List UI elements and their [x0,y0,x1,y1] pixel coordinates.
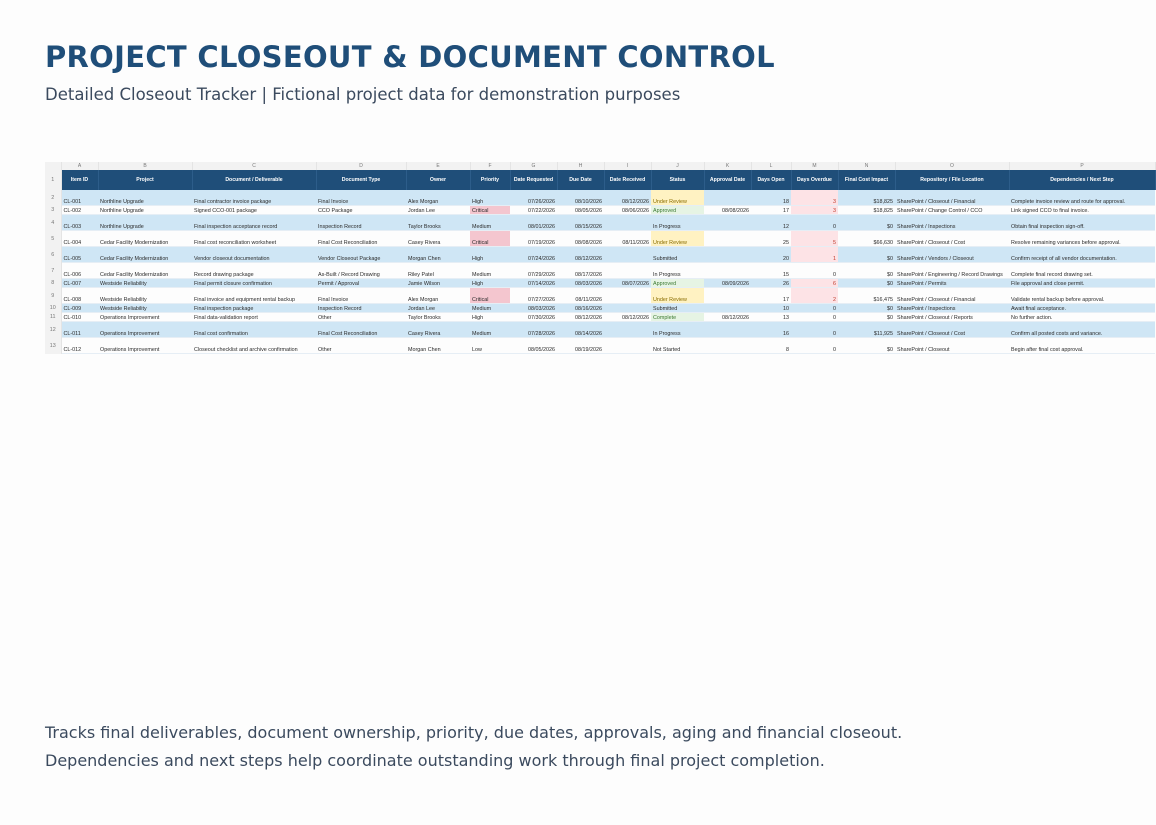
cell-next[interactable]: Await final acceptance. [1009,304,1155,313]
cell-next[interactable]: Confirm all posted costs and variance. [1009,322,1155,338]
cell-id[interactable]: CL-007 [61,279,98,288]
cell-received[interactable] [604,322,651,338]
cell-doc[interactable]: Record drawing package [192,263,316,279]
cell-approval[interactable]: 08/09/2026 [704,279,751,288]
column-header[interactable]: Date Requested [510,170,557,190]
cell-received[interactable] [604,304,651,313]
cell-received[interactable]: 08/12/2026 [604,313,651,322]
cell-doc[interactable]: Final cost confirmation [192,322,316,338]
cell-owner[interactable]: Jamie Wilson [406,279,470,288]
select-all-corner[interactable] [45,162,61,170]
table-row [45,190,1155,206]
cell-requested[interactable]: 07/19/2026 [510,231,557,247]
cell-due[interactable]: 08/12/2026 [557,313,604,322]
cell-due[interactable]: 08/10/2026 [557,190,604,206]
cell-priority[interactable]: Medium [470,322,510,338]
cell-received[interactable]: 08/11/2026 [604,231,651,247]
cell-due[interactable]: 08/17/2026 [557,263,604,279]
column-header[interactable]: Document Type [316,170,406,190]
column-letter-o[interactable]: O [895,162,1009,170]
cell-priority[interactable]: Medium [470,263,510,279]
cell-project[interactable]: Cedar Facility Modernization [98,231,192,247]
cell-id[interactable]: CL-006 [61,263,98,279]
cell-cost[interactable]: $18,825 [838,190,895,206]
cell-open[interactable]: 16 [751,322,791,338]
cell-overdue[interactable]: 0 [791,322,838,338]
cell-type[interactable]: Inspection Record [316,304,406,313]
column-header[interactable]: Approval Date [704,170,751,190]
table-row [45,206,1155,215]
cell-approval[interactable] [704,190,751,206]
cell-requested[interactable]: 07/30/2026 [510,313,557,322]
cell-status[interactable]: In Progress [651,215,704,231]
cell-approval[interactable]: 08/08/2026 [704,206,751,215]
cell-cost[interactable]: $0 [838,304,895,313]
cell-status[interactable]: Under Review [651,190,704,206]
cell-project[interactable]: Northline Upgrade [98,190,192,206]
cell-cost[interactable]: $0 [838,313,895,322]
cell-project[interactable]: Operations Improvement [98,322,192,338]
cell-id[interactable]: CL-005 [61,247,98,263]
cell-id[interactable]: CL-003 [61,215,98,231]
cell-repo[interactable]: SharePoint / Closeout [895,338,1009,354]
cell-priority[interactable]: High [470,247,510,263]
cell-id[interactable]: CL-008 [61,288,98,304]
cell-status[interactable]: Submitted [651,304,704,313]
cell-requested[interactable]: 08/05/2026 [510,338,557,354]
row-number[interactable]: 4 [45,215,61,231]
cell-requested[interactable]: 07/26/2026 [510,190,557,206]
cell-cost[interactable]: $16,475 [838,288,895,304]
cell-repo[interactable]: SharePoint / Change Control / CCO [895,206,1009,215]
cell-received[interactable]: 08/06/2026 [604,206,651,215]
cell-next[interactable]: Obtain final inspection sign-off. [1009,215,1155,231]
cell-open[interactable]: 12 [751,215,791,231]
table-row [45,322,1155,338]
cell-due[interactable]: 08/08/2026 [557,231,604,247]
cell-due[interactable]: 08/14/2026 [557,322,604,338]
cell-open[interactable]: 8 [751,338,791,354]
cell-doc[interactable]: Final invoice and equipment rental backup [192,288,316,304]
cell-overdue[interactable]: 3 [791,190,838,206]
column-letter-f[interactable]: F [470,162,510,170]
row-number[interactable]: 7 [45,263,61,279]
footer-line-1: Tracks final deliverables, document ownership, priority, due dates, approvals, aging and financial closeout. [45,723,903,742]
cell-approval[interactable] [704,304,751,313]
cell-project[interactable]: Westside Reliability [98,279,192,288]
cell-approval[interactable] [704,288,751,304]
cell-id[interactable]: CL-009 [61,304,98,313]
column-header[interactable]: Date Received [604,170,651,190]
cell-owner[interactable]: Casey Rivera [406,231,470,247]
cell-project[interactable]: Northline Upgrade [98,206,192,215]
cell-open[interactable]: 17 [751,288,791,304]
cell-approval[interactable] [704,247,751,263]
cell-approval[interactable] [704,338,751,354]
cell-project[interactable]: Cedar Facility Modernization [98,263,192,279]
cell-approval[interactable] [704,231,751,247]
cell-repo[interactable]: SharePoint / Closeout / Cost [895,322,1009,338]
header-row [45,170,1155,190]
cell-repo[interactable]: SharePoint / Permits [895,279,1009,288]
column-header[interactable]: Dependencies / Next Step [1009,170,1155,190]
cell-next[interactable]: Begin after final cost approval. [1009,338,1155,354]
cell-overdue[interactable]: 0 [791,263,838,279]
cell-owner[interactable]: Alex Morgan [406,288,470,304]
table-row [45,288,1155,304]
cell-overdue[interactable]: 0 [791,304,838,313]
cell-due[interactable]: 08/15/2026 [557,215,604,231]
cell-overdue[interactable]: 1 [791,247,838,263]
column-letter-row [45,162,1155,170]
cell-requested[interactable]: 07/29/2026 [510,263,557,279]
cell-type[interactable]: Final Cost Reconciliation [316,322,406,338]
cell-type[interactable]: CCO Package [316,206,406,215]
cell-open[interactable]: 25 [751,231,791,247]
cell-requested[interactable]: 07/27/2026 [510,288,557,304]
column-letter-i[interactable]: I [604,162,651,170]
cell-doc[interactable]: Final contractor invoice package [192,190,316,206]
cell-priority[interactable]: High [470,190,510,206]
row-number[interactable]: 11 [45,313,61,322]
cell-cost[interactable]: $0 [838,247,895,263]
cell-project[interactable]: Westside Reliability [98,288,192,304]
column-letter-n[interactable]: N [838,162,895,170]
cell-next[interactable]: File approval and close permit. [1009,279,1155,288]
cell-next[interactable]: Complete invoice review and route for approval. [1009,190,1155,206]
cell-owner[interactable]: Morgan Chen [406,247,470,263]
page-title: PROJECT CLOSEOUT & DOCUMENT CONTROL [45,40,775,74]
table-row [45,215,1155,231]
column-header[interactable]: Days Overdue [791,170,838,190]
cell-project[interactable]: Operations Improvement [98,338,192,354]
cell-next[interactable]: No further action. [1009,313,1155,322]
cell-approval[interactable] [704,322,751,338]
cell-doc[interactable]: Final inspection acceptance record [192,215,316,231]
cell-status[interactable]: Complete [651,313,704,322]
cell-cost[interactable]: $0 [838,215,895,231]
cell-overdue[interactable]: 0 [791,313,838,322]
column-letter-m[interactable]: M [791,162,838,170]
table-row [45,313,1155,322]
cell-priority[interactable]: Medium [470,304,510,313]
column-header[interactable]: Days Open [751,170,791,190]
cell-owner[interactable]: Casey Rivera [406,322,470,338]
row-number[interactable]: 10 [45,304,61,313]
cell-next[interactable]: Link signed CCO to final invoice. [1009,206,1155,215]
cell-owner[interactable]: Taylor Brooks [406,313,470,322]
cell-next[interactable]: Complete final record drawing set. [1009,263,1155,279]
column-header[interactable]: Item ID [61,170,98,190]
row-number[interactable]: 13 [45,338,61,354]
cell-project[interactable]: Northline Upgrade [98,215,192,231]
cell-repo[interactable]: SharePoint / Vendors / Closeout [895,247,1009,263]
row-number[interactable]: 5 [45,231,61,247]
column-header[interactable]: Final Cost Impact [838,170,895,190]
cell-id[interactable]: CL-011 [61,322,98,338]
cell-due[interactable]: 08/05/2026 [557,206,604,215]
cell-status[interactable]: Under Review [651,231,704,247]
cell-type[interactable]: Final Cost Reconciliation [316,231,406,247]
column-header[interactable]: Project [98,170,192,190]
cell-received[interactable]: 08/07/2026 [604,279,651,288]
cell-type[interactable]: Final Invoice [316,190,406,206]
table-row [45,279,1155,288]
cell-status[interactable]: Not Started [651,338,704,354]
cell-doc[interactable]: Signed CCO-001 package [192,206,316,215]
cell-id[interactable]: CL-001 [61,190,98,206]
cell-overdue[interactable]: 5 [791,231,838,247]
cell-open[interactable]: 26 [751,279,791,288]
row-number[interactable]: 2 [45,190,61,206]
cell-due[interactable]: 08/19/2026 [557,338,604,354]
cell-repo[interactable]: SharePoint / Closeout / Cost [895,231,1009,247]
cell-open[interactable]: 17 [751,206,791,215]
cell-requested[interactable]: 08/03/2026 [510,304,557,313]
cell-open[interactable]: 13 [751,313,791,322]
cell-status[interactable]: Approved [651,206,704,215]
cell-project[interactable]: Westside Reliability [98,304,192,313]
cell-requested[interactable]: 08/01/2026 [510,215,557,231]
cell-status[interactable]: In Progress [651,322,704,338]
column-letter-l[interactable]: L [751,162,791,170]
cell-requested[interactable]: 07/14/2026 [510,279,557,288]
cell-priority[interactable]: Critical [470,206,510,215]
table-row [45,263,1155,279]
cell-approval[interactable] [704,263,751,279]
cell-priority[interactable]: Critical [470,231,510,247]
column-letter-e[interactable]: E [406,162,470,170]
cell-id[interactable]: CL-002 [61,206,98,215]
cell-repo[interactable]: SharePoint / Closeout / Financial [895,190,1009,206]
row-number[interactable]: 3 [45,206,61,215]
cell-repo[interactable]: SharePoint / Closeout / Reports [895,313,1009,322]
cell-priority[interactable]: Medium [470,215,510,231]
table-row [45,304,1155,313]
cell-type[interactable]: As-Built / Record Drawing [316,263,406,279]
cell-cost[interactable]: $0 [838,338,895,354]
cell-received[interactable] [604,338,651,354]
cell-overdue[interactable]: 0 [791,338,838,354]
cell-received[interactable] [604,288,651,304]
cell-owner[interactable]: Taylor Brooks [406,215,470,231]
cell-type[interactable]: Inspection Record [316,215,406,231]
cell-id[interactable]: CL-010 [61,313,98,322]
cell-next[interactable]: Validate rental backup before approval. [1009,288,1155,304]
row-number[interactable]: 12 [45,322,61,338]
cell-project[interactable]: Operations Improvement [98,313,192,322]
cell-received[interactable]: 08/12/2026 [604,190,651,206]
cell-approval[interactable]: 08/12/2026 [704,313,751,322]
cell-overdue[interactable]: 6 [791,279,838,288]
column-letter-p[interactable]: P [1009,162,1155,170]
footer-description [45,719,902,775]
cell-owner[interactable]: Jordan Lee [406,206,470,215]
cell-next[interactable]: Confirm receipt of all vendor documentation. [1009,247,1155,263]
row-number[interactable]: 8 [45,279,61,288]
column-letter-j[interactable]: J [651,162,704,170]
cell-owner[interactable]: Alex Morgan [406,190,470,206]
cell-id[interactable]: CL-004 [61,231,98,247]
cell-received[interactable] [604,215,651,231]
cell-repo[interactable]: SharePoint / Inspections [895,215,1009,231]
cell-priority[interactable]: High [470,279,510,288]
column-letter-a[interactable]: A [61,162,98,170]
cell-approval[interactable] [704,215,751,231]
row-number[interactable]: 9 [45,288,61,304]
cell-overdue[interactable]: 0 [791,215,838,231]
cell-open[interactable]: 10 [751,304,791,313]
table-row [45,338,1155,354]
cell-type[interactable]: Vendor Closeout Package [316,247,406,263]
cell-repo[interactable]: SharePoint / Engineering / Record Drawings [895,263,1009,279]
column-header[interactable]: Priority [470,170,510,190]
cell-cost[interactable]: $18,825 [838,206,895,215]
cell-due[interactable]: 08/03/2026 [557,279,604,288]
cell-open[interactable]: 18 [751,190,791,206]
cell-requested[interactable]: 07/28/2026 [510,322,557,338]
cell-priority[interactable]: Low [470,338,510,354]
column-letter-h[interactable]: H [557,162,604,170]
column-letter-d[interactable]: D [316,162,406,170]
page-subtitle: Detailed Closeout Tracker | Fictional project data for demonstration purposes [45,85,681,104]
table-row [45,231,1155,247]
cell-requested[interactable]: 07/24/2026 [510,247,557,263]
cell-project[interactable]: Cedar Facility Modernization [98,247,192,263]
cell-open[interactable]: 20 [751,247,791,263]
cell-doc[interactable]: Closeout checklist and archive confirmation [192,338,316,354]
row-number[interactable]: 1 [45,170,61,190]
cell-received[interactable] [604,247,651,263]
column-header[interactable]: Repository / File Location [895,170,1009,190]
cell-repo[interactable]: SharePoint / Closeout / Financial [895,288,1009,304]
cell-cost[interactable]: $0 [838,263,895,279]
footer-line-2: Dependencies and next steps help coordinate outstanding work through final project completion. [45,751,825,770]
cell-due[interactable]: 08/16/2026 [557,304,604,313]
column-letter-g[interactable]: G [510,162,557,170]
cell-doc[interactable]: Final inspection package [192,304,316,313]
table-row [45,247,1155,263]
cell-cost[interactable]: $66,630 [838,231,895,247]
cell-doc[interactable]: Final cost reconciliation worksheet [192,231,316,247]
cell-due[interactable]: 08/11/2026 [557,288,604,304]
column-header[interactable]: Document / Deliverable [192,170,316,190]
cell-open[interactable]: 15 [751,263,791,279]
cell-cost[interactable]: $11,925 [838,322,895,338]
column-letter-k[interactable]: K [704,162,751,170]
cell-requested[interactable]: 07/22/2026 [510,206,557,215]
cell-type[interactable]: Permit / Approval [316,279,406,288]
cell-due[interactable]: 08/12/2026 [557,247,604,263]
cell-owner[interactable]: Riley Patel [406,263,470,279]
column-header[interactable]: Due Date [557,170,604,190]
cell-priority[interactable]: Critical [470,288,510,304]
cell-status[interactable]: In Progress [651,263,704,279]
cell-priority[interactable]: High [470,313,510,322]
cell-status[interactable]: Under Review [651,288,704,304]
column-header[interactable]: Owner [406,170,470,190]
cell-type[interactable]: Other [316,338,406,354]
cell-overdue[interactable]: 2 [791,288,838,304]
spreadsheet[interactable] [45,162,1126,353]
cell-id[interactable]: CL-012 [61,338,98,354]
cell-received[interactable] [604,263,651,279]
cell-overdue[interactable]: 3 [791,206,838,215]
cell-status[interactable]: Approved [651,279,704,288]
cell-doc[interactable]: Final permit closure confirmation [192,279,316,288]
cell-repo[interactable]: SharePoint / Inspections [895,304,1009,313]
cell-next[interactable]: Resolve remaining variances before approval. [1009,231,1155,247]
cell-doc[interactable]: Final data-validation report [192,313,316,322]
column-header[interactable]: Status [651,170,704,190]
cell-doc[interactable]: Vendor closeout documentation [192,247,316,263]
row-number[interactable]: 6 [45,247,61,263]
cell-owner[interactable]: Morgan Chen [406,338,470,354]
cell-cost[interactable]: $0 [838,279,895,288]
column-letter-c[interactable]: C [192,162,316,170]
cell-owner[interactable]: Jordan Lee [406,304,470,313]
cell-status[interactable]: Submitted [651,247,704,263]
column-letter-b[interactable]: B [98,162,192,170]
cell-type[interactable]: Other [316,313,406,322]
closeout-tracker-table [45,162,1156,354]
cell-type[interactable]: Final Invoice [316,288,406,304]
